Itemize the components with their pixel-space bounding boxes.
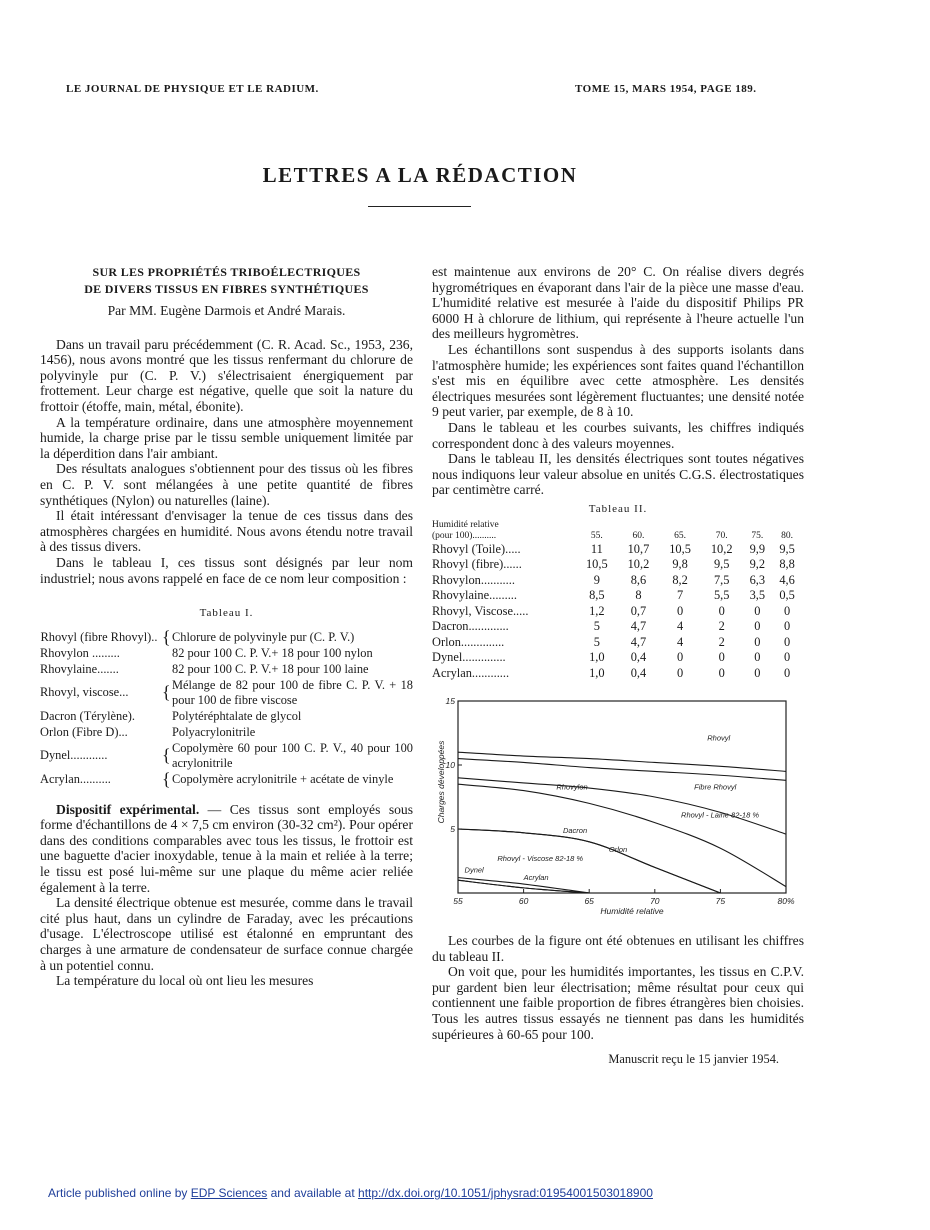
dispositif-heading: Dispositif expérimental.: [56, 801, 200, 817]
table2-cell: 0: [784, 634, 791, 649]
table2-cell: 0,5: [779, 588, 795, 602]
x-tick-label: 80%: [777, 896, 795, 906]
table2-cell: 0: [784, 603, 791, 618]
brace: {: [162, 626, 171, 647]
series-label: Rhovyl: [707, 733, 731, 743]
table2-col-header: 55.: [590, 530, 603, 541]
table1-name: Orlon (Fibre D)...: [40, 724, 128, 739]
paragraph: Dans un travail paru précédemment (C. R. Acad. Sc., 1953, 236, 1456), nous avons montré que les tissus renfermant du chlorure de polyvinyle pur (C. P. V.) s'électrisaient énergiquement par frottement. Leur charge est négative, quelle que soit la nature du frottoir (étoffe, main, métal, ébonite).: [40, 336, 413, 414]
table2-cell: 0: [754, 634, 761, 649]
footer-prefix: Article published online by: [48, 1186, 188, 1200]
table1-desc: Copolymère acrylonitrile + acétate de vinyle: [172, 771, 394, 786]
paragraph: La température du local où ont lieu les mesures: [56, 973, 314, 989]
table1-name: Dynel............: [40, 748, 108, 763]
table2-name: Dynel..............: [432, 650, 506, 664]
table2-cell: 1,0: [589, 665, 605, 680]
series-line: [458, 759, 786, 781]
table2-cell: 0: [784, 650, 791, 664]
x-tick-label: 65: [584, 896, 594, 906]
table1-row: [40, 772, 413, 788]
paragraph: La densité électrique obtenue est mesurée, comme dans le travail cité plus haut, dans un cylindre de Faraday, avec les précautions d'usage. L'électroscope utilisé est étalonné en empruntant des charges à une armature de condensateur de surface connue chargée à un potentiel connu.: [40, 895, 413, 973]
table2-cell: 10,7: [627, 541, 650, 556]
table2-name: Rhovylaine.........: [432, 588, 518, 602]
table2-cell: 11: [590, 541, 603, 556]
table2-row: [432, 650, 802, 666]
x-axis-label: Humidité relative: [600, 906, 664, 916]
table2-cell: 8,8: [779, 557, 795, 571]
table2-col-header: 65.: [674, 530, 686, 541]
section-title: LETTRES A LA RÉDACTION: [262, 163, 578, 187]
humidity-charge-chart: [432, 695, 804, 923]
plot-frame: [458, 701, 786, 893]
table2-cell: 0: [676, 603, 684, 618]
paragraph: On voit que, pour les humidités importantes, les tissus en C.P.V. pur gardent bien leur électrisation; même résultat pour ceux qui contiennent une faible proportion de fibres étrangères bien choisies. Tous les autres tissus essayés ne tiennent pas dans les humidités supérieures à 60-65 pour 100.: [432, 964, 804, 1042]
table1-desc: 82 pour 100 C. P. V.+ 18 pour 100 nylon: [172, 645, 373, 660]
table1-name: Rhovyl, viscose...: [40, 685, 129, 700]
header-label-2: (pour 100)..........: [432, 530, 497, 541]
brace: [162, 662, 172, 678]
series-label: Rhovylon: [556, 782, 588, 792]
table2-cell: 10,5: [585, 557, 608, 571]
table1-desc: Chlorure de polyvinyle pur (C. P. V.): [172, 629, 355, 644]
brace: {: [162, 745, 171, 766]
table2-cell: 0,4: [630, 665, 647, 680]
table2-cell: 9,5: [779, 541, 795, 556]
table2-col-header: 60.: [632, 530, 645, 541]
table2-cell: 9,9: [749, 541, 766, 556]
table2-cell: 4,6: [779, 572, 795, 587]
table1: [40, 626, 413, 789]
table2-cell: 5,5: [713, 588, 730, 602]
paragraph-dispositif: [40, 802, 413, 896]
paragraph: Il était intéressant d'envisager la tenue de ces tissus dans des atmosphères chargées en humidité. Nous avons étendu notre travail à des tissus divers.: [40, 508, 413, 555]
footer-line: [48, 1186, 653, 1200]
table2-name: Rhovylon...........: [432, 572, 515, 587]
table2-name: Dacron.............: [432, 619, 509, 633]
table2-cell: 0: [754, 650, 761, 664]
paragraph: Dans le tableau II, les densités électriques sont toutes négatives nous indiquons leur valeur absolue en unités C.G.S. électrostatiques par centimètre carré.: [432, 451, 804, 498]
x-tick-label: 75: [715, 896, 726, 906]
table1-row: [40, 725, 413, 741]
series-label: Orlon: [608, 845, 628, 855]
table2-cell: 0: [676, 650, 684, 664]
table2-cell: 3,5: [749, 588, 766, 602]
table1-row: [40, 678, 413, 709]
paragraph: est maintenue aux environs de 20° C. On réalise divers degrés hygrométriques en évaporant dans l'air de la pièce une masse d'eau. L'humidité relative est mesurée à l'aide du dispositif Philips PR 6000 H à chlorure de lithium, qui représente à l'heure actuelle l'un des meilleurs hygromètres.: [432, 264, 804, 342]
table2-name: Rhovyl (Toile).....: [432, 541, 521, 556]
table2-cell: 9,5: [713, 557, 730, 571]
paragraph: Les échantillons sont suspendus à des supports isolants dans l'atmosphère humide; les expériences sont faites quand l'échantillon s'est mis en équilibre avec cette atmosphère. Les densités électriques mesurées sont légèrement fluctuantes; une densité notée 9 peut varier, par exemple, de 8 à 10.: [432, 341, 804, 420]
table2-cell: 0: [754, 603, 761, 618]
table2-cell: 0,7: [630, 603, 647, 618]
table2-cell: 0: [784, 619, 791, 633]
table2-cell: 1,2: [589, 603, 605, 618]
table1-row: [40, 709, 413, 725]
table2-row: [432, 604, 802, 620]
series-label: Fibre Rhovyl: [694, 782, 737, 792]
table2-cell: 10,5: [669, 541, 691, 556]
table2-cell: 4,7: [630, 634, 647, 649]
table2-cell: 8,2: [672, 572, 688, 587]
table2-cell: 10,2: [710, 541, 733, 556]
table2-cell: 2: [718, 619, 725, 633]
paragraph: Des résultats analogues s'obtiennent pour des tissus où les fibres en C. P. V. sont mélangées à une petite quantité de fibres synthétiques (Nylon) ou naturelles (laine).: [40, 461, 413, 508]
table2-col-header: 75.: [751, 530, 764, 541]
brace: [162, 709, 172, 725]
right-column: [432, 264, 804, 1068]
table2-row: [432, 635, 802, 651]
article-title-line1: SUR LES PROPRIÉTÉS TRIBOÉLECTRIQUES: [92, 265, 361, 279]
table2-cell: 0,4: [630, 650, 647, 664]
title-rule: [368, 206, 471, 207]
table1-desc: Copolymère 60 pour 100 C. P. V., 40 pour 100 acrylonitrile: [172, 740, 413, 770]
table1-row: [40, 630, 413, 646]
table2-cell: 5: [593, 619, 600, 633]
table2-cell: 7,5: [713, 572, 730, 587]
table1-row: [40, 646, 413, 662]
publisher-link[interactable]: EDP Sciences: [190, 1186, 268, 1200]
paragraph: A la température ordinaire, dans une atmosphère moyennement humide, la charge prise par le tissu semble uniquement limitée par la déperdition dans l'air ambiant.: [40, 414, 413, 461]
table2: [432, 520, 802, 682]
article-title-line2: DE DIVERS TISSUS EN FIBRES SYNTHÉTIQUES: [84, 282, 369, 296]
table2-cell: 9: [593, 572, 600, 587]
table2-cell: 0: [784, 665, 791, 680]
table2-cell: 0: [676, 665, 684, 680]
x-tick-label: 55: [453, 896, 463, 906]
table2-col-header: 70.: [715, 530, 728, 541]
series-label: Dacron: [562, 825, 588, 835]
table2-cell: 0: [754, 665, 761, 680]
table2-header-label: [432, 520, 576, 542]
brace: {: [162, 768, 171, 789]
series-label: Dynel: [464, 865, 484, 875]
article-authors: Par MM. Eugène Darmois et André Marais.: [107, 303, 346, 318]
table1-desc: Polyacrylonitrile: [172, 724, 256, 739]
series-line: [458, 784, 786, 886]
table1-name: Acrylan..........: [40, 771, 111, 786]
brace: [162, 725, 172, 741]
table2-cell: 2: [718, 634, 725, 649]
received-date: Manuscrit reçu le 15 janvier 1954.: [608, 1052, 779, 1067]
table2-row: [432, 573, 802, 589]
table2-cell: 0: [754, 619, 761, 633]
series-label: Rhovyl - Viscose 82-18 %: [497, 854, 584, 863]
table2-cell: 5: [593, 634, 600, 649]
table2-cell: 0: [718, 603, 725, 618]
table2-cell: 9,8: [672, 557, 688, 571]
table2-cell: 4: [676, 619, 684, 633]
left-column: [40, 264, 413, 989]
table2-name: Rhovyl (fibre)......: [432, 557, 522, 571]
table2-name: Rhovyl, Viscose.....: [432, 603, 529, 618]
series-line: [458, 778, 786, 834]
table2-name: Acrylan............: [432, 665, 510, 680]
table2-cell: 0: [718, 665, 725, 680]
dispositif-text: — Ces tissus sont employés sous forme d'échantillons de 4 × 7,5 cm environ (30-32 cm²). Pour opérer dans des conditions comparables avec tous les tissus, le frottoir est une baguette d'acier inoxydable, tenue à la main et reliée à la terre; le tissu est posé lui-même sur une plaque du même acier reliée également à la terre.: [40, 801, 413, 895]
table2-row: [432, 619, 802, 635]
table2-name: Orlon..............: [432, 634, 505, 649]
paragraph: Dans le tableau et les courbes suivants, les chiffres indiqués correspondent donc à des valeurs moyennes.: [432, 419, 804, 451]
series-label: Acrylan: [523, 873, 549, 883]
table1-row: [40, 662, 413, 678]
table2-cell: 10,2: [627, 557, 650, 571]
brace: [162, 646, 172, 662]
x-tick-label: 60: [518, 896, 529, 906]
table1-name: Rhovylaine.......: [40, 661, 119, 676]
paragraph: Les courbes de la figure ont été obtenues en utilisant les chiffres du tableau II.: [432, 933, 804, 964]
table2-cell: 9,2: [749, 557, 766, 571]
paragraph: Dans le tableau I, ces tissus sont désignés par leur nom industriel; nous avons rappelé en face de ce nom leur composition :: [40, 554, 413, 586]
table2-cell: 4: [676, 634, 684, 649]
y-tick-label: 10: [445, 760, 455, 770]
table2-row: [432, 588, 802, 604]
table2-cell: 7: [676, 588, 684, 602]
footer-middle: and available at: [270, 1186, 355, 1200]
x-tick-label: 70: [650, 896, 660, 906]
table2-cell: 4,7: [630, 619, 647, 633]
issue-info: TOME 15, MARS 1954, PAGE 189.: [575, 83, 757, 95]
brace: {: [162, 682, 171, 703]
header-label-1: Humidité relative: [432, 519, 499, 530]
series-label: Rhovyl - Laine 82-18 %: [681, 810, 760, 820]
table2-cell: 8,5: [589, 588, 605, 602]
table2-col-header: 80.: [781, 530, 794, 541]
y-axis-label: Charges développées: [436, 740, 446, 824]
table2-caption: Tableau II.: [588, 502, 648, 515]
table1-desc: Polytéréphtalate de glycol: [172, 708, 302, 723]
table1-desc: 82 pour 100 C. P. V.+ 18 pour 100 laine: [172, 661, 369, 676]
table1-row: [40, 741, 413, 772]
table2-cell: 6,3: [749, 572, 766, 587]
y-tick-label: 5: [450, 824, 455, 834]
table2-cell: 8: [635, 588, 642, 602]
table1-desc: Mélange de 82 pour 100 de fibre C. P. V. + 18 pour 100 de fibre viscose: [172, 677, 413, 707]
table2-row: [432, 557, 802, 573]
table2-row: [432, 542, 802, 558]
table1-caption: Tableau I.: [199, 607, 254, 620]
table2-cell: 0: [718, 650, 725, 664]
doi-link[interactable]: http://dx.doi.org/10.1051/jphysrad:01954001503018900: [358, 1186, 653, 1200]
table2-row: [432, 666, 802, 682]
table1-name: Rhovyl (fibre Rhovyl)..: [40, 629, 158, 644]
table1-name: Dacron (Térylène).: [40, 708, 135, 723]
table2-cell: 1,0: [589, 650, 605, 664]
journal-name: LE JOURNAL DE PHYSIQUE ET LE RADIUM.: [66, 83, 319, 95]
table1-name: Rhovylon .........: [40, 645, 120, 660]
table2-cell: 8,6: [630, 572, 647, 587]
y-tick-label: 15: [445, 696, 455, 706]
